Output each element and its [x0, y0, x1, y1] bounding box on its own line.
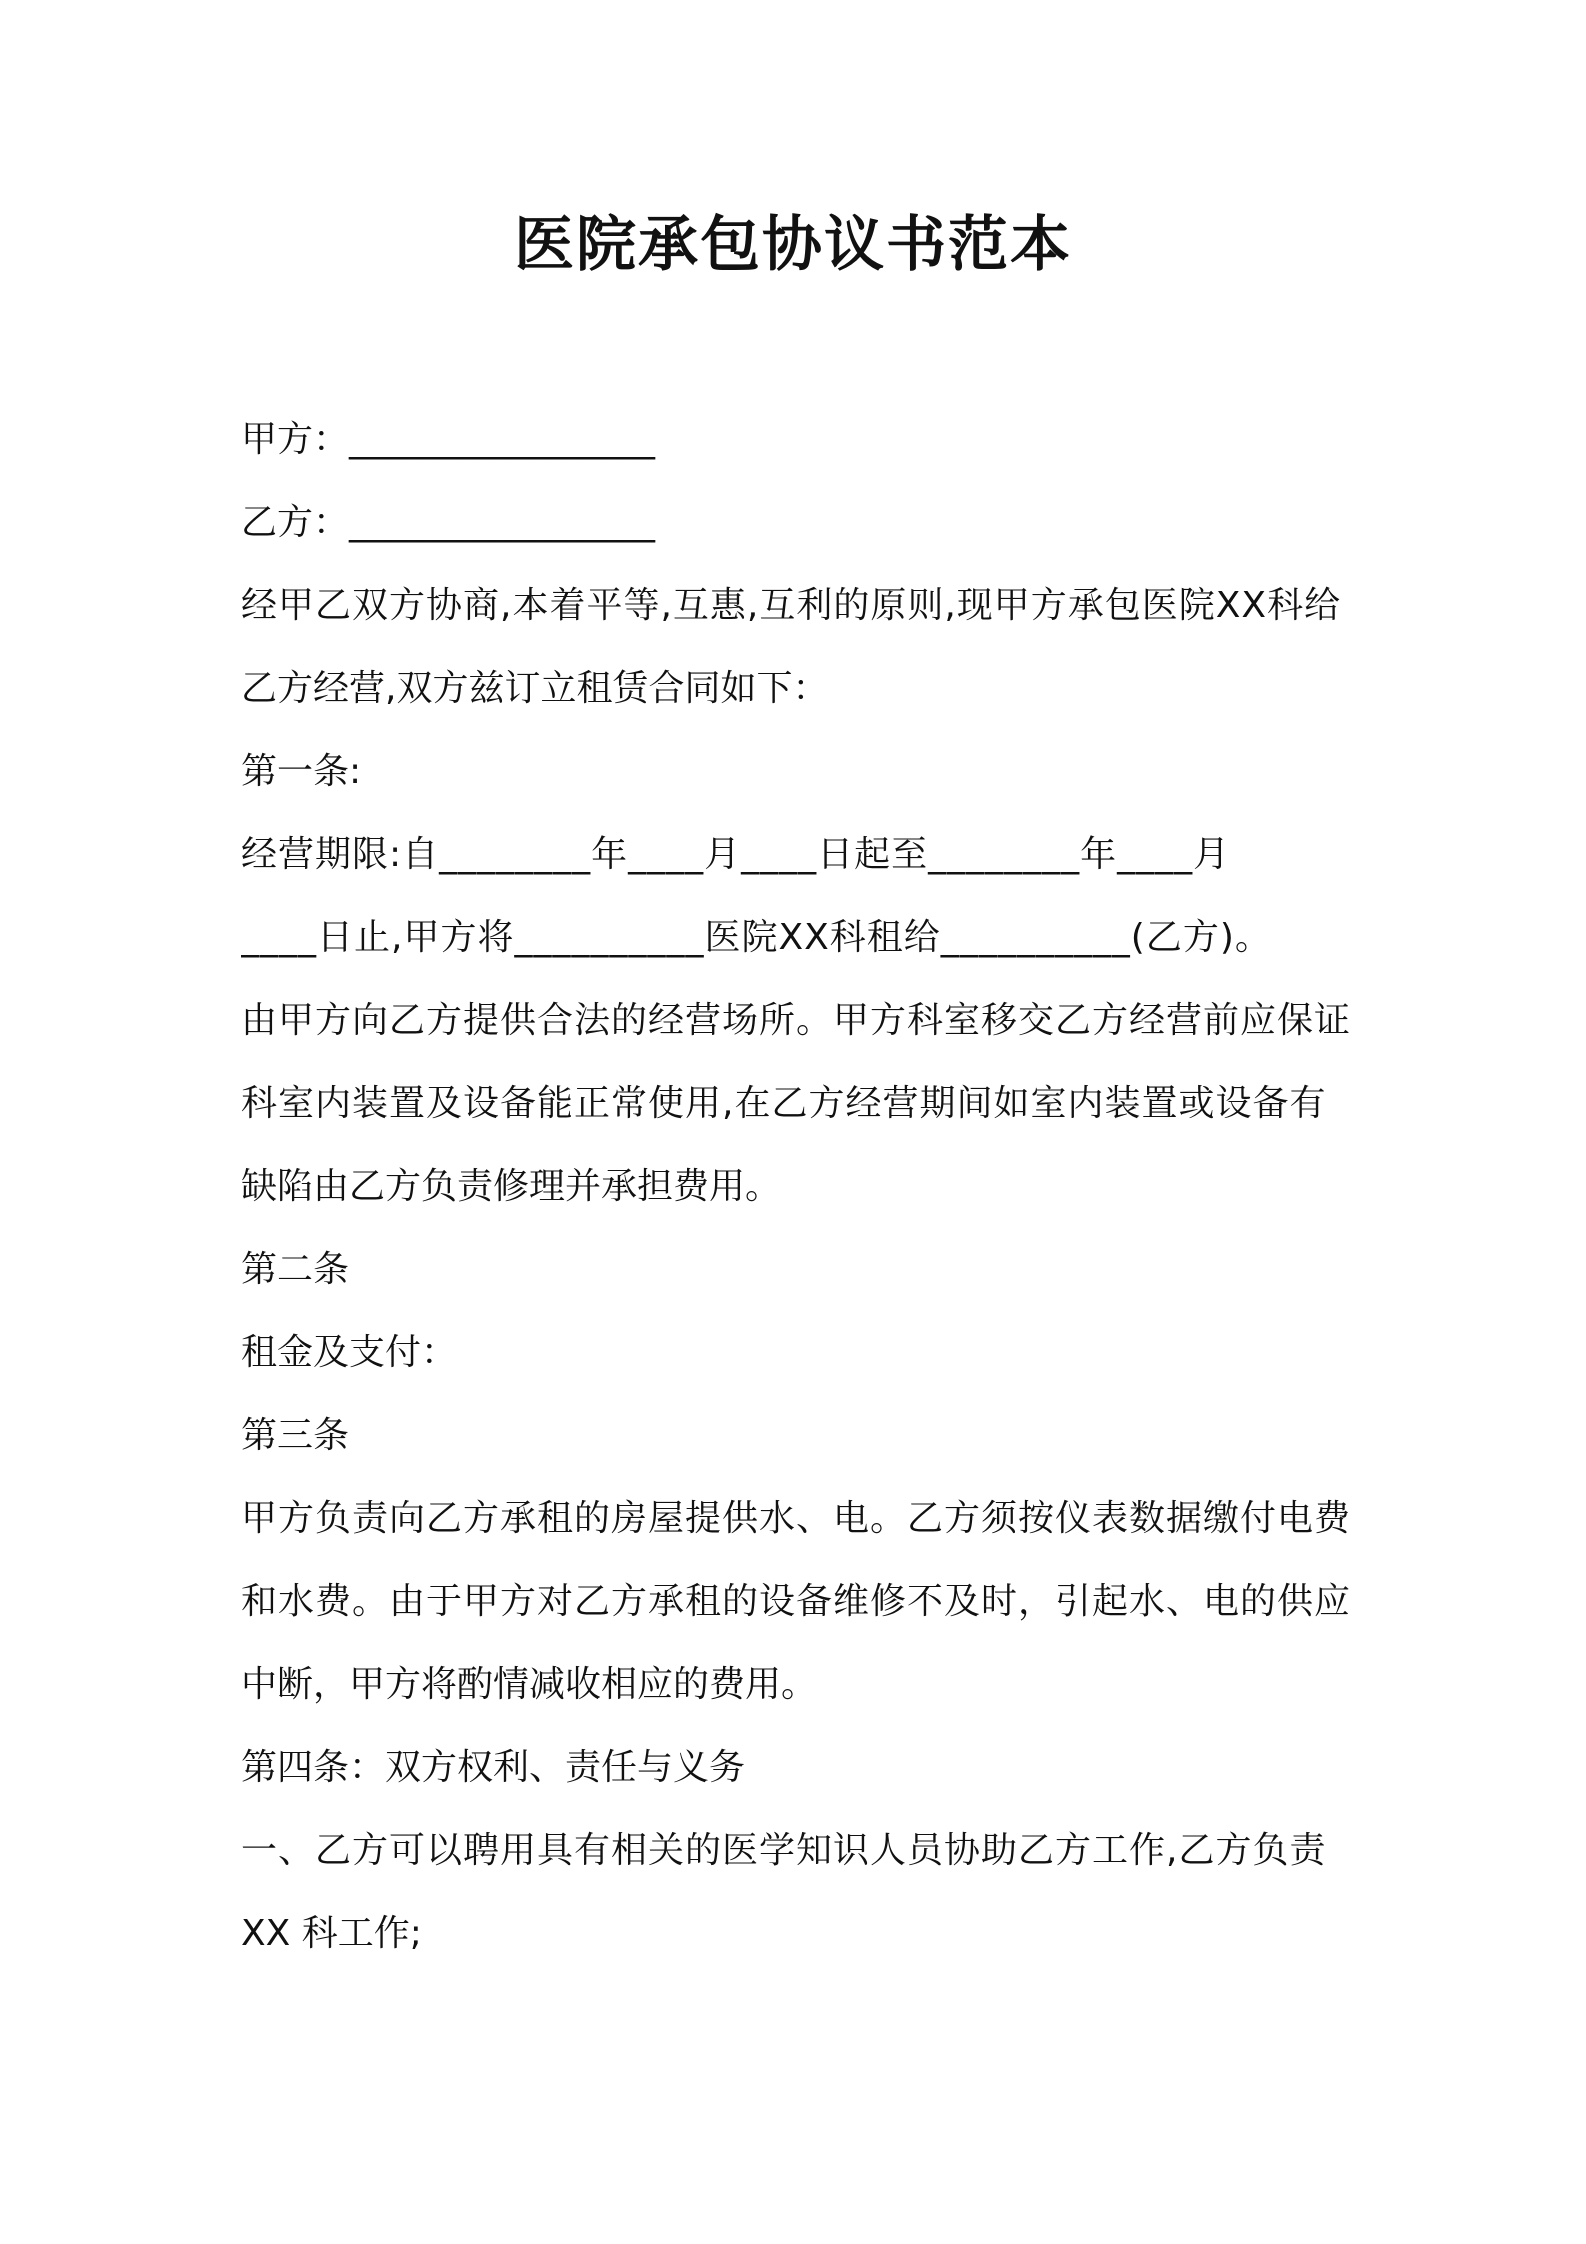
- article-1-line-2: ____日止,甲方将__________医院XX科租给__________(乙方)。: [241, 917, 1272, 958]
- article-3-line-3: 中断，甲方将酌情减收相应的费用。: [241, 1664, 818, 1705]
- article-3-heading: 第三条: [241, 1415, 350, 1456]
- party-b-line: 乙方：_________________: [241, 502, 656, 543]
- article-2-heading: 第二条: [241, 1249, 350, 1290]
- party-a-line: 甲方：_________________: [241, 419, 656, 460]
- article-1-line-4: 科室内装置及设备能正常使用,在乙方经营期间如室内装置或设备有: [241, 1083, 1327, 1124]
- article-3-line-2: 和水费。由于甲方对乙方承租的设备维修不及时，引起水、电的供应: [241, 1581, 1352, 1622]
- article-4-line-2: XX 科工作;: [241, 1913, 422, 1954]
- article-1-line-3: 由甲方向乙方提供合法的经营场所。甲方科室移交乙方经营前应保证: [241, 1000, 1352, 1041]
- intro-line-1: 经甲乙双方协商,本着平等,互惠,互利的原则,现甲方承包医院XX科给: [241, 585, 1342, 626]
- article-4-line-1: 一、乙方可以聘用具有相关的医学知识人员协助乙方工作,乙方负责: [241, 1830, 1327, 1871]
- document-title: 医院承包协议书范本: [514, 210, 1072, 280]
- document-body: [241, 398, 1361, 1975]
- intro-line-2: 乙方经营,双方兹订立租赁合同如下：: [241, 668, 829, 709]
- article-1-heading: 第一条:: [241, 751, 362, 792]
- article-1-line-1: 经营期限:自________年____月____日起至________年____月: [241, 834, 1231, 875]
- article-4-heading: 第四条：双方权利、责任与义务: [241, 1747, 746, 1788]
- article-2-line-1: 租金及支付：: [241, 1332, 458, 1373]
- article-1-line-5: 缺陷由乙方负责修理并承担费用。: [241, 1166, 782, 1207]
- article-3-line-1: 甲方负责向乙方承租的房屋提供水、电。乙方须按仪表数据缴付电费: [241, 1498, 1352, 1539]
